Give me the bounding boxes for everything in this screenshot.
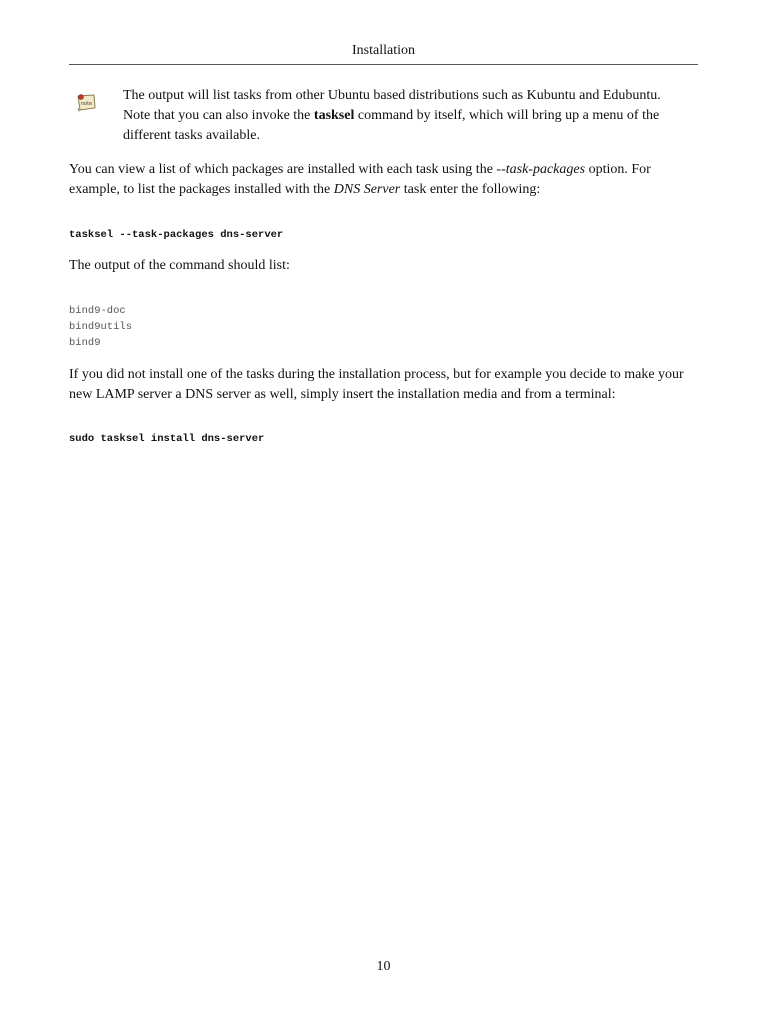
header-rule xyxy=(69,64,698,65)
code-block-install: sudo tasksel install dns-server xyxy=(69,433,265,445)
para1-text-middle: option. For example, to list the packages installed with the xyxy=(69,162,651,197)
paragraph-output: The output of the command should list: xyxy=(69,258,290,273)
task-name: DNS Server xyxy=(333,182,401,197)
paragraph-install-later: If you did not install one of the tasks during the installation process, but for example you decide to make your new LAMP server a DNS server as well, simply insert the installation media and from a terminal: xyxy=(69,367,684,402)
option-name: --task-packages xyxy=(496,162,586,177)
code-line: bind9-doc xyxy=(69,305,126,317)
code-line: bind9 xyxy=(69,337,101,349)
note-text xyxy=(123,86,683,146)
note-command: tasksel xyxy=(313,108,355,123)
page-number: 10 xyxy=(376,959,391,974)
code-line: bind9utils xyxy=(69,321,133,333)
para1-text-after: task enter the following: xyxy=(400,182,541,197)
note-icon xyxy=(75,91,97,113)
code-block-task-packages: tasksel --task-packages dns-server xyxy=(69,229,284,241)
note-text-before: The output will list tasks from other Ubuntu based distributions such as Kubuntu and Edubuntu. Note that you can also invoke the xyxy=(123,88,661,123)
note-text-after: command by itself, which will bring up a menu of the different tasks available. xyxy=(123,108,660,143)
para1-text-before: You can view a list of which packages are installed with each task using the xyxy=(69,162,497,177)
note-icon-label: note xyxy=(80,101,93,107)
code-block-output xyxy=(69,303,132,351)
running-header: Installation xyxy=(352,43,415,58)
paragraph-task-packages xyxy=(69,160,698,200)
